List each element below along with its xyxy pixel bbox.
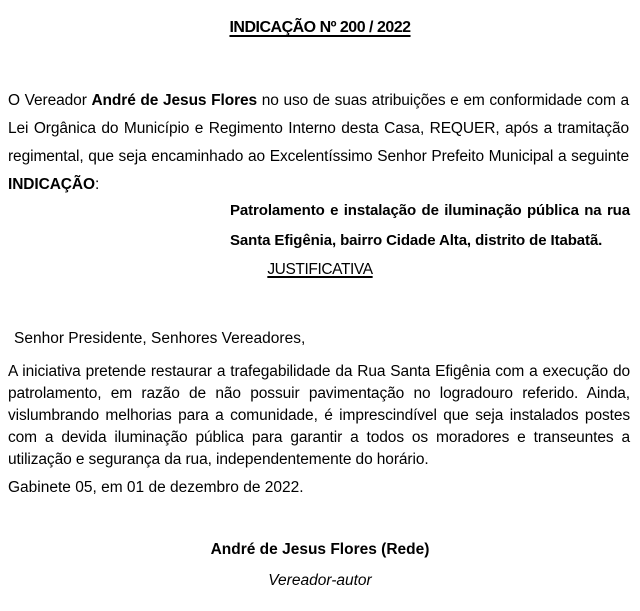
document-title <box>0 19 640 37</box>
salutation: Senhor Presidente, Senhores Vereadores, <box>14 329 306 347</box>
justification-heading-text: JUSTIFICATIVA <box>267 261 373 278</box>
justification-paragraph: A iniciativa pretende restaurar a trafegabilidade da Rua Santa Efigênia com a execução do patrolamento, em razão de não possuir pavimentação no logradouro referido. Ainda, vislumbrando melhorias para a comunidade, é imprescindível que seja instalados postes com a devida iluminação pública para garantir a todos os moradores e transeuntes a utilização e segurança da rua, independentemente do horário. <box>8 362 630 468</box>
intro-paragraph <box>8 87 629 199</box>
subject-block: Patrolamento e instalação de iluminação pública na rua Santa Efigênia, bairro Cidade Alta, distrito de Itabatã. <box>230 202 630 249</box>
signature-name: André de Jesus Flores (Rede) <box>210 541 430 558</box>
intro-prefix: O Vereador <box>8 91 92 109</box>
signature-role: Vereador-autor <box>268 572 372 589</box>
intro-middle: no uso de suas atribuições e em conformidade com a Lei Orgânica do Município e Regimento Interno desta Casa, REQUER, após a tramitação regimental, que seja encaminhado ao Excelentíssimo Senhor Prefeito Municipal a seguinte <box>8 91 630 165</box>
author-name-bold: André de Jesus Flores <box>91 91 258 109</box>
document-title-text: INDICAÇÃO Nº 200 / 2022 <box>229 19 411 36</box>
justification-heading <box>0 261 640 279</box>
dateline: Gabinete 05, em 01 de dezembro de 2022. <box>8 478 304 496</box>
indication-keyword-bold: INDICAÇÃO <box>8 175 95 193</box>
intro-colon: : <box>94 175 100 193</box>
